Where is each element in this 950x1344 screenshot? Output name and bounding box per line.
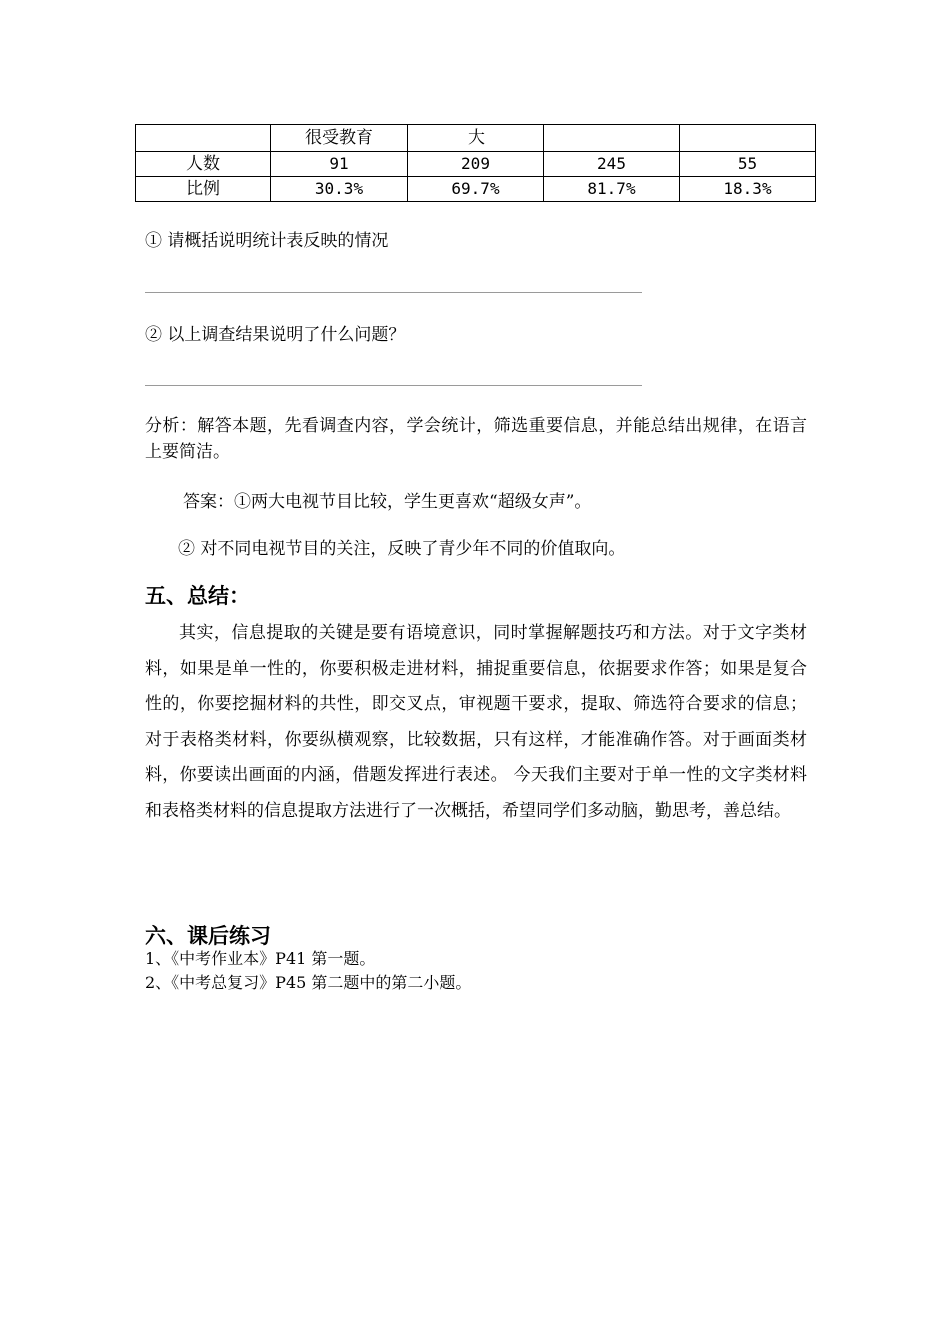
homework-item: 1、《中考作业本》P41 第一题。 (145, 949, 376, 968)
question-1: ① 请概括说明统计表反映的情况 (145, 231, 389, 251)
table-row (136, 152, 816, 177)
statistics-table (135, 124, 816, 202)
table-cell: 69.7% (408, 177, 544, 202)
table-cell: 30.3% (271, 177, 408, 202)
table-header-cell (544, 125, 680, 152)
summary-paragraph: 其实，信息提取的关键是要有语境意识，同时掌握解题技巧和方法。对于文字类材料，如果是单一性的，你要积极走进材料，捕捉重要信息，依据要求作答；如果是复合性的，你要挖掘材料的共性，即交叉点，审视题干要求，提取、筛选符合要求的信息；对于表格类材料，你要纵横观察，比较数据，只有这样，才能准确作答。对于画面类材料，你要读出画面的内涵，借题发挥进行表述。 今天我们主要对于单一性的文字类材料和表格类材料的信息提取方法进行了一次概括，希望同学们多动脑，勤思考，善总结。 (145, 623, 807, 821)
table-header-cell: 很受教育 (271, 125, 408, 152)
section-5-title: 五、总结： (145, 584, 250, 608)
table-header-cell (680, 125, 816, 152)
table-row (136, 177, 816, 202)
table-cell: 81.7% (544, 177, 680, 202)
table-cell: 91 (271, 152, 408, 177)
analysis-paragraph: 分析：解答本题，先看调查内容，学会统计，筛选重要信息，并能总结出规律，在语言上要简洁。 (145, 416, 807, 462)
row-label: 比例 (136, 177, 271, 202)
table-header-cell (136, 125, 271, 152)
table-cell: 245 (544, 152, 680, 177)
table-header-row (136, 125, 816, 152)
table-cell: 209 (408, 152, 544, 177)
answer-line-2[interactable] (145, 385, 642, 386)
answer-line-1[interactable] (145, 292, 642, 293)
question-2: ② 以上调查结果说明了什么问题？ (145, 325, 406, 345)
row-label: 人数 (136, 152, 271, 177)
answer-1: 答案：①两大电视节目比较，学生更喜欢“超级女声”。 (183, 492, 592, 512)
table-cell: 18.3% (680, 177, 816, 202)
table-cell: 55 (680, 152, 816, 177)
section-6-title: 六、课后练习 (145, 924, 271, 948)
homework-item: 2、《中考总复习》P45 第二题中的第二小题。 (145, 973, 472, 992)
table-header-cell: 大 (408, 125, 544, 152)
answer-2: ② 对不同电视节目的关注，反映了青少年不同的价值取向。 (178, 539, 626, 559)
